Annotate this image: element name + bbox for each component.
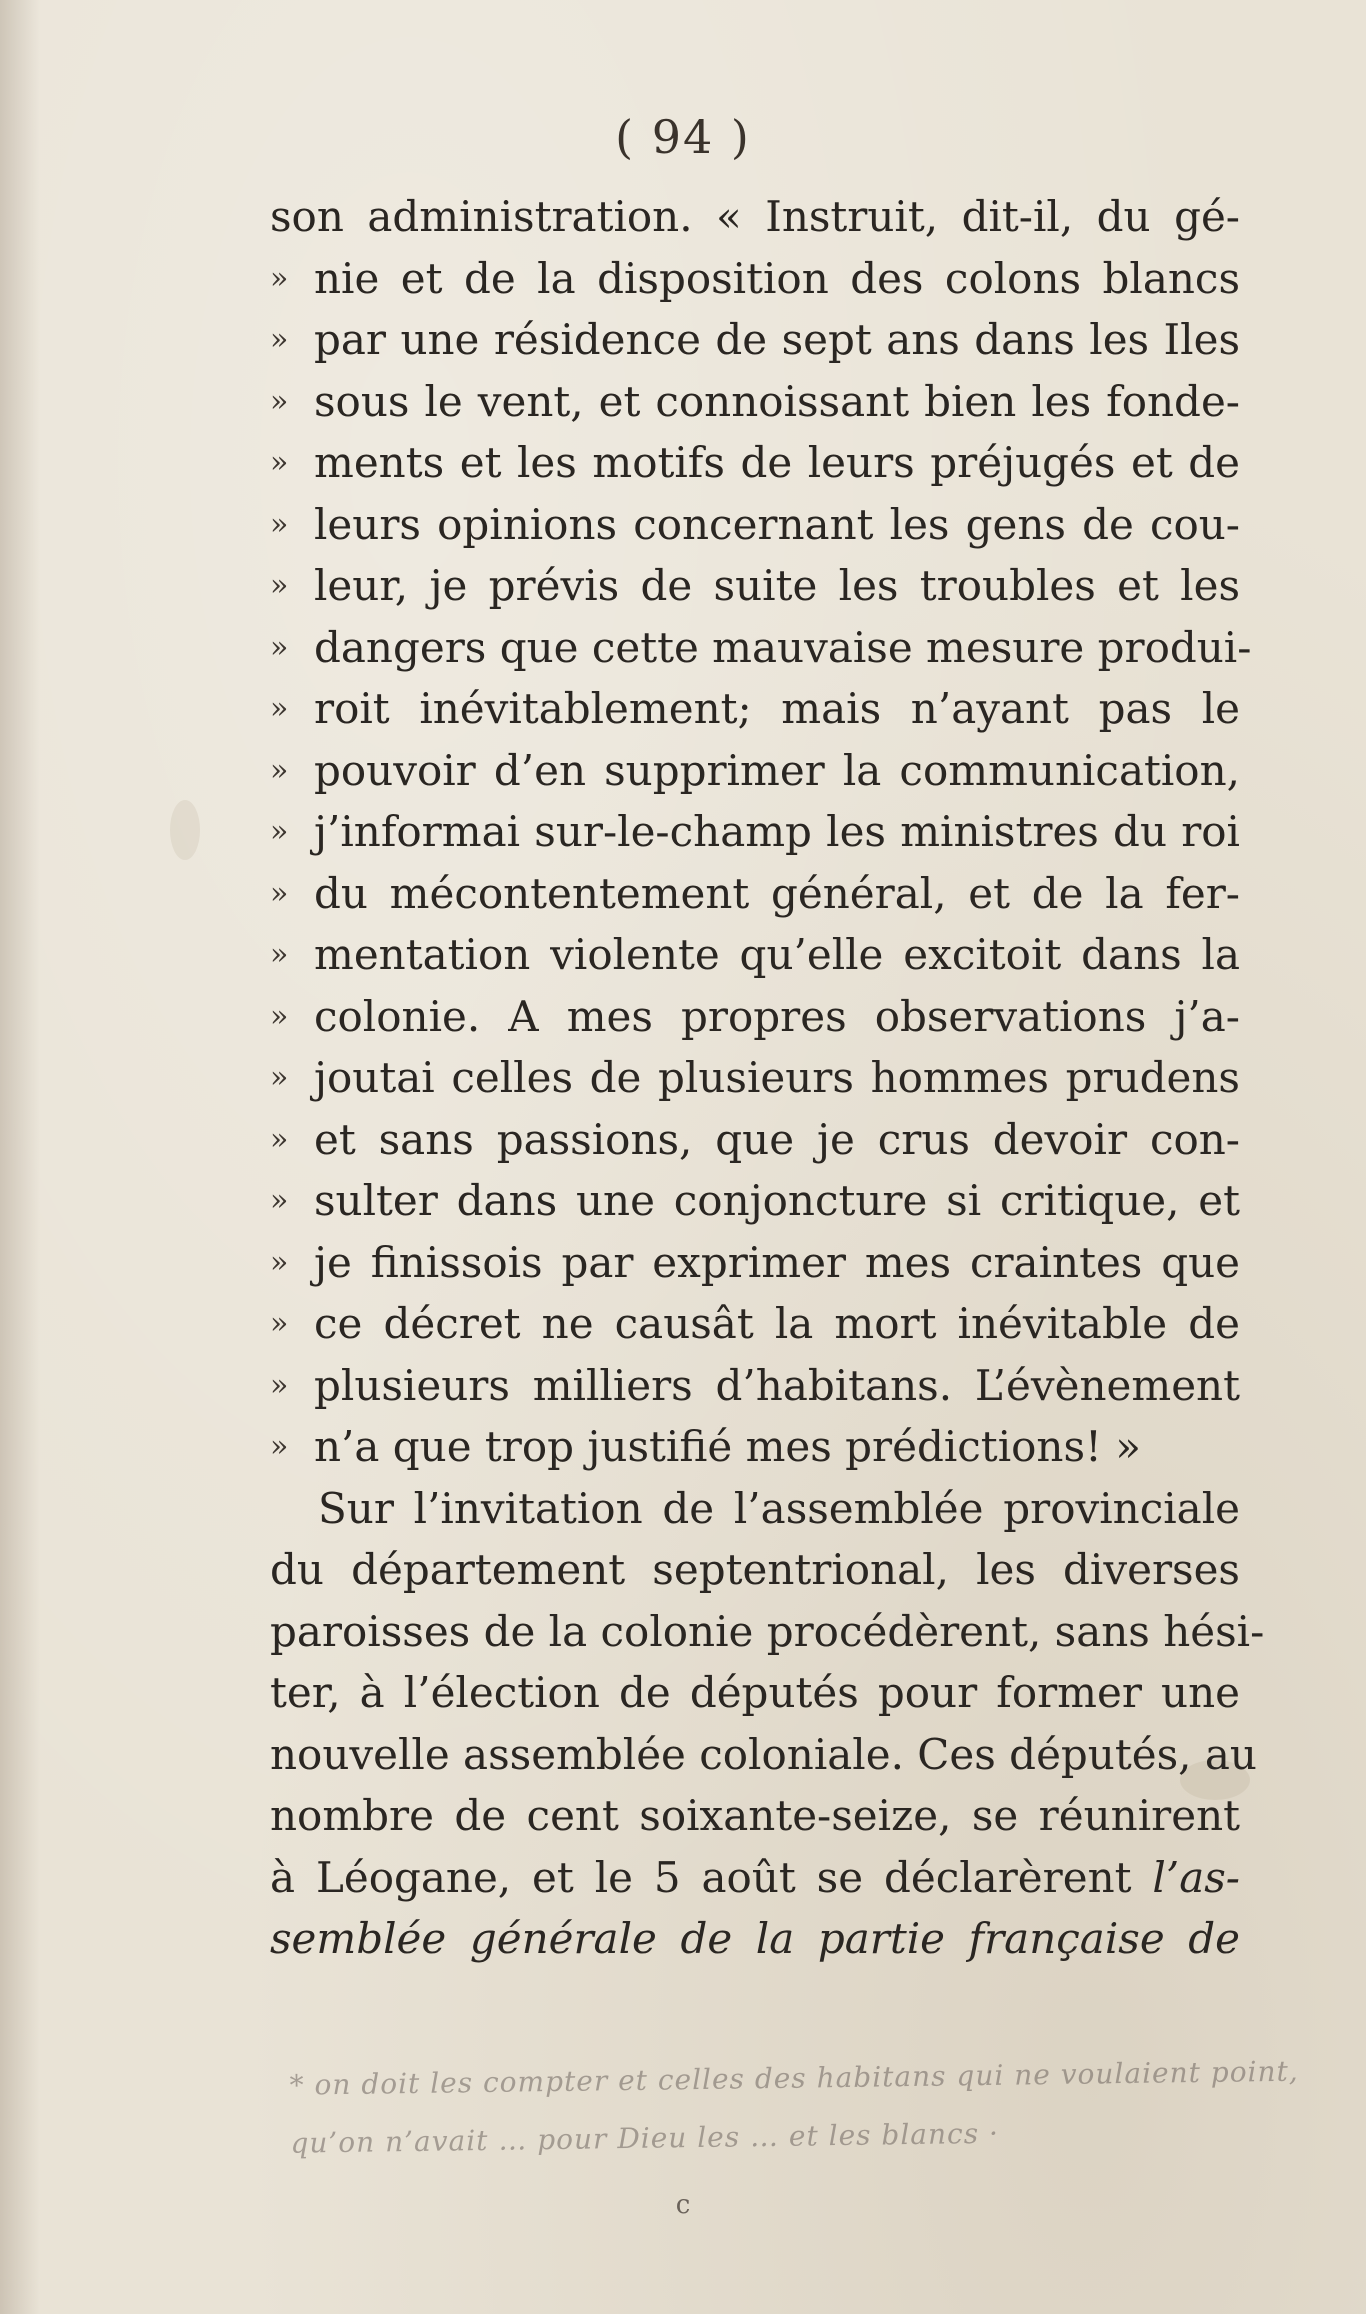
quote-mark: »: [270, 814, 289, 849]
line-text: leur, je prévis de suite les troubles et les: [314, 561, 1240, 610]
quote-mark: »: [270, 1367, 289, 1403]
line-text: ter, à l’élection de députés pour former une: [270, 1668, 1240, 1717]
text-line: [270, 371, 1240, 433]
handwritten-annotation: [289, 2043, 1299, 2172]
line-text: dangers que cette mauvaise mesure produi-: [314, 622, 1252, 672]
text-line: [270, 494, 1240, 556]
text-line: [270, 986, 1240, 1048]
text-line: [270, 1416, 1240, 1478]
line-text: [270, 1847, 1240, 1909]
line-text: semblée générale de la partie française de: [270, 1914, 1240, 1963]
handwritten-line: * on doit les compter et celles des habitans qui ne voulaient point,: [289, 2054, 1299, 2102]
quote-mark: »: [270, 445, 289, 480]
quote-mark: »: [270, 568, 289, 603]
paper-stain: [170, 800, 200, 860]
line-text: nouvelle assemblée coloniale. Ces députés, au: [270, 1729, 1257, 1779]
quote-mark: »: [270, 937, 289, 972]
line-text: n’a que trop justifié mes prédictions! »: [314, 1422, 1141, 1471]
text-line: [270, 309, 1240, 371]
quote-mark: »: [270, 260, 289, 296]
line-text: et sans passions, que je crus devoir con-: [314, 1114, 1240, 1164]
text-line: [270, 1109, 1240, 1171]
line-text: roit inévitablement; mais n’ayant pas le: [314, 684, 1240, 733]
line-text: j’informai sur-le-champ les ministres du roi: [314, 807, 1240, 856]
line-text-italic: l’as-: [1152, 1852, 1240, 1902]
line-text: ce décret ne causât la mort inévitable de: [314, 1299, 1240, 1348]
quote-mark: »: [270, 998, 289, 1034]
text-line: [270, 924, 1240, 986]
text-line: [270, 863, 1240, 925]
text-line: [270, 1785, 1240, 1847]
quote-mark: »: [270, 1121, 289, 1157]
line-text: ments et les motifs de leurs préjugés et de: [314, 438, 1240, 487]
line-text: nombre de cent soixante-seize, se réunirent: [270, 1791, 1240, 1840]
line-text: joutai celles de plusieurs hommes prudens: [314, 1053, 1240, 1102]
quote-mark: »: [270, 1244, 289, 1280]
line-text: son administration. « Instruit, dit-il, du gé-: [270, 192, 1240, 241]
line-text: leurs opinions concernant les gens de cou-: [314, 499, 1240, 549]
line-text: paroisses de la colonie procédèrent, sans hési-: [270, 1606, 1265, 1656]
page-number: ( 94 ): [615, 110, 751, 164]
text-line: [270, 740, 1240, 802]
text-line: [270, 1539, 1240, 1601]
line-text-roman: à Léogane, et le 5 août se déclarèrent: [270, 1852, 1132, 1902]
text-line: [270, 432, 1240, 494]
line-text: je finissois par exprimer mes craintes que: [314, 1237, 1240, 1287]
line-text: sulter dans une conjoncture si critique, et: [314, 1176, 1240, 1225]
quote-mark: »: [270, 1306, 289, 1341]
text-line: [270, 1601, 1265, 1663]
text-line: [270, 1232, 1240, 1294]
text-line: [270, 1478, 1240, 1540]
text-line: [270, 1662, 1240, 1724]
quote-mark: »: [270, 383, 289, 419]
line-text: du mécontentement général, et de la fer-: [314, 868, 1240, 918]
text-line: [270, 1355, 1240, 1417]
line-text: du département septentrional, les diverses: [270, 1545, 1240, 1594]
line-text: Sur l’invitation de l’assemblée provinciale: [318, 1483, 1240, 1533]
text-line: [270, 1908, 1240, 1970]
text-line: [270, 1293, 1240, 1355]
line-text: plusieurs milliers d’habitans. L’évènement: [314, 1360, 1240, 1410]
text-line: [270, 555, 1240, 617]
footer-mark: c: [675, 2190, 691, 2220]
text-line: [270, 1847, 1240, 1909]
text-line: [270, 678, 1240, 740]
line-text: mentation violente qu’elle excitoit dans la: [314, 930, 1240, 979]
text-line: [270, 1170, 1240, 1232]
quote-mark: »: [270, 752, 289, 788]
quote-mark: »: [270, 1183, 289, 1218]
line-text: nie et de la disposition des colons blancs: [314, 253, 1240, 303]
text-line: [270, 248, 1240, 310]
handwritten-line: qu’on n’avait … pour Dieu les … et les blancs ·: [290, 2116, 1000, 2160]
quote-mark: »: [270, 1429, 289, 1464]
line-text: colonie. A mes propres observations j’a-: [314, 991, 1240, 1041]
quote-mark: »: [270, 506, 289, 542]
text-body: [270, 186, 1265, 1970]
spine-shadow: [0, 0, 40, 2314]
quote-mark: »: [270, 875, 289, 911]
line-text: pouvoir d’en supprimer la communication,: [314, 745, 1240, 795]
text-line: [270, 1724, 1257, 1786]
text-line: [270, 801, 1240, 863]
line-text: sous le vent, et connoissant bien les fonde-: [314, 376, 1240, 426]
text-line: [270, 186, 1240, 248]
quote-mark: »: [270, 629, 289, 665]
quote-mark: »: [270, 1060, 289, 1095]
quote-mark: »: [270, 322, 289, 357]
text-line: [270, 1047, 1240, 1109]
text-line: [270, 617, 1252, 679]
quote-mark: »: [270, 691, 289, 726]
line-text: par une résidence de sept ans dans les Iles: [314, 315, 1240, 364]
